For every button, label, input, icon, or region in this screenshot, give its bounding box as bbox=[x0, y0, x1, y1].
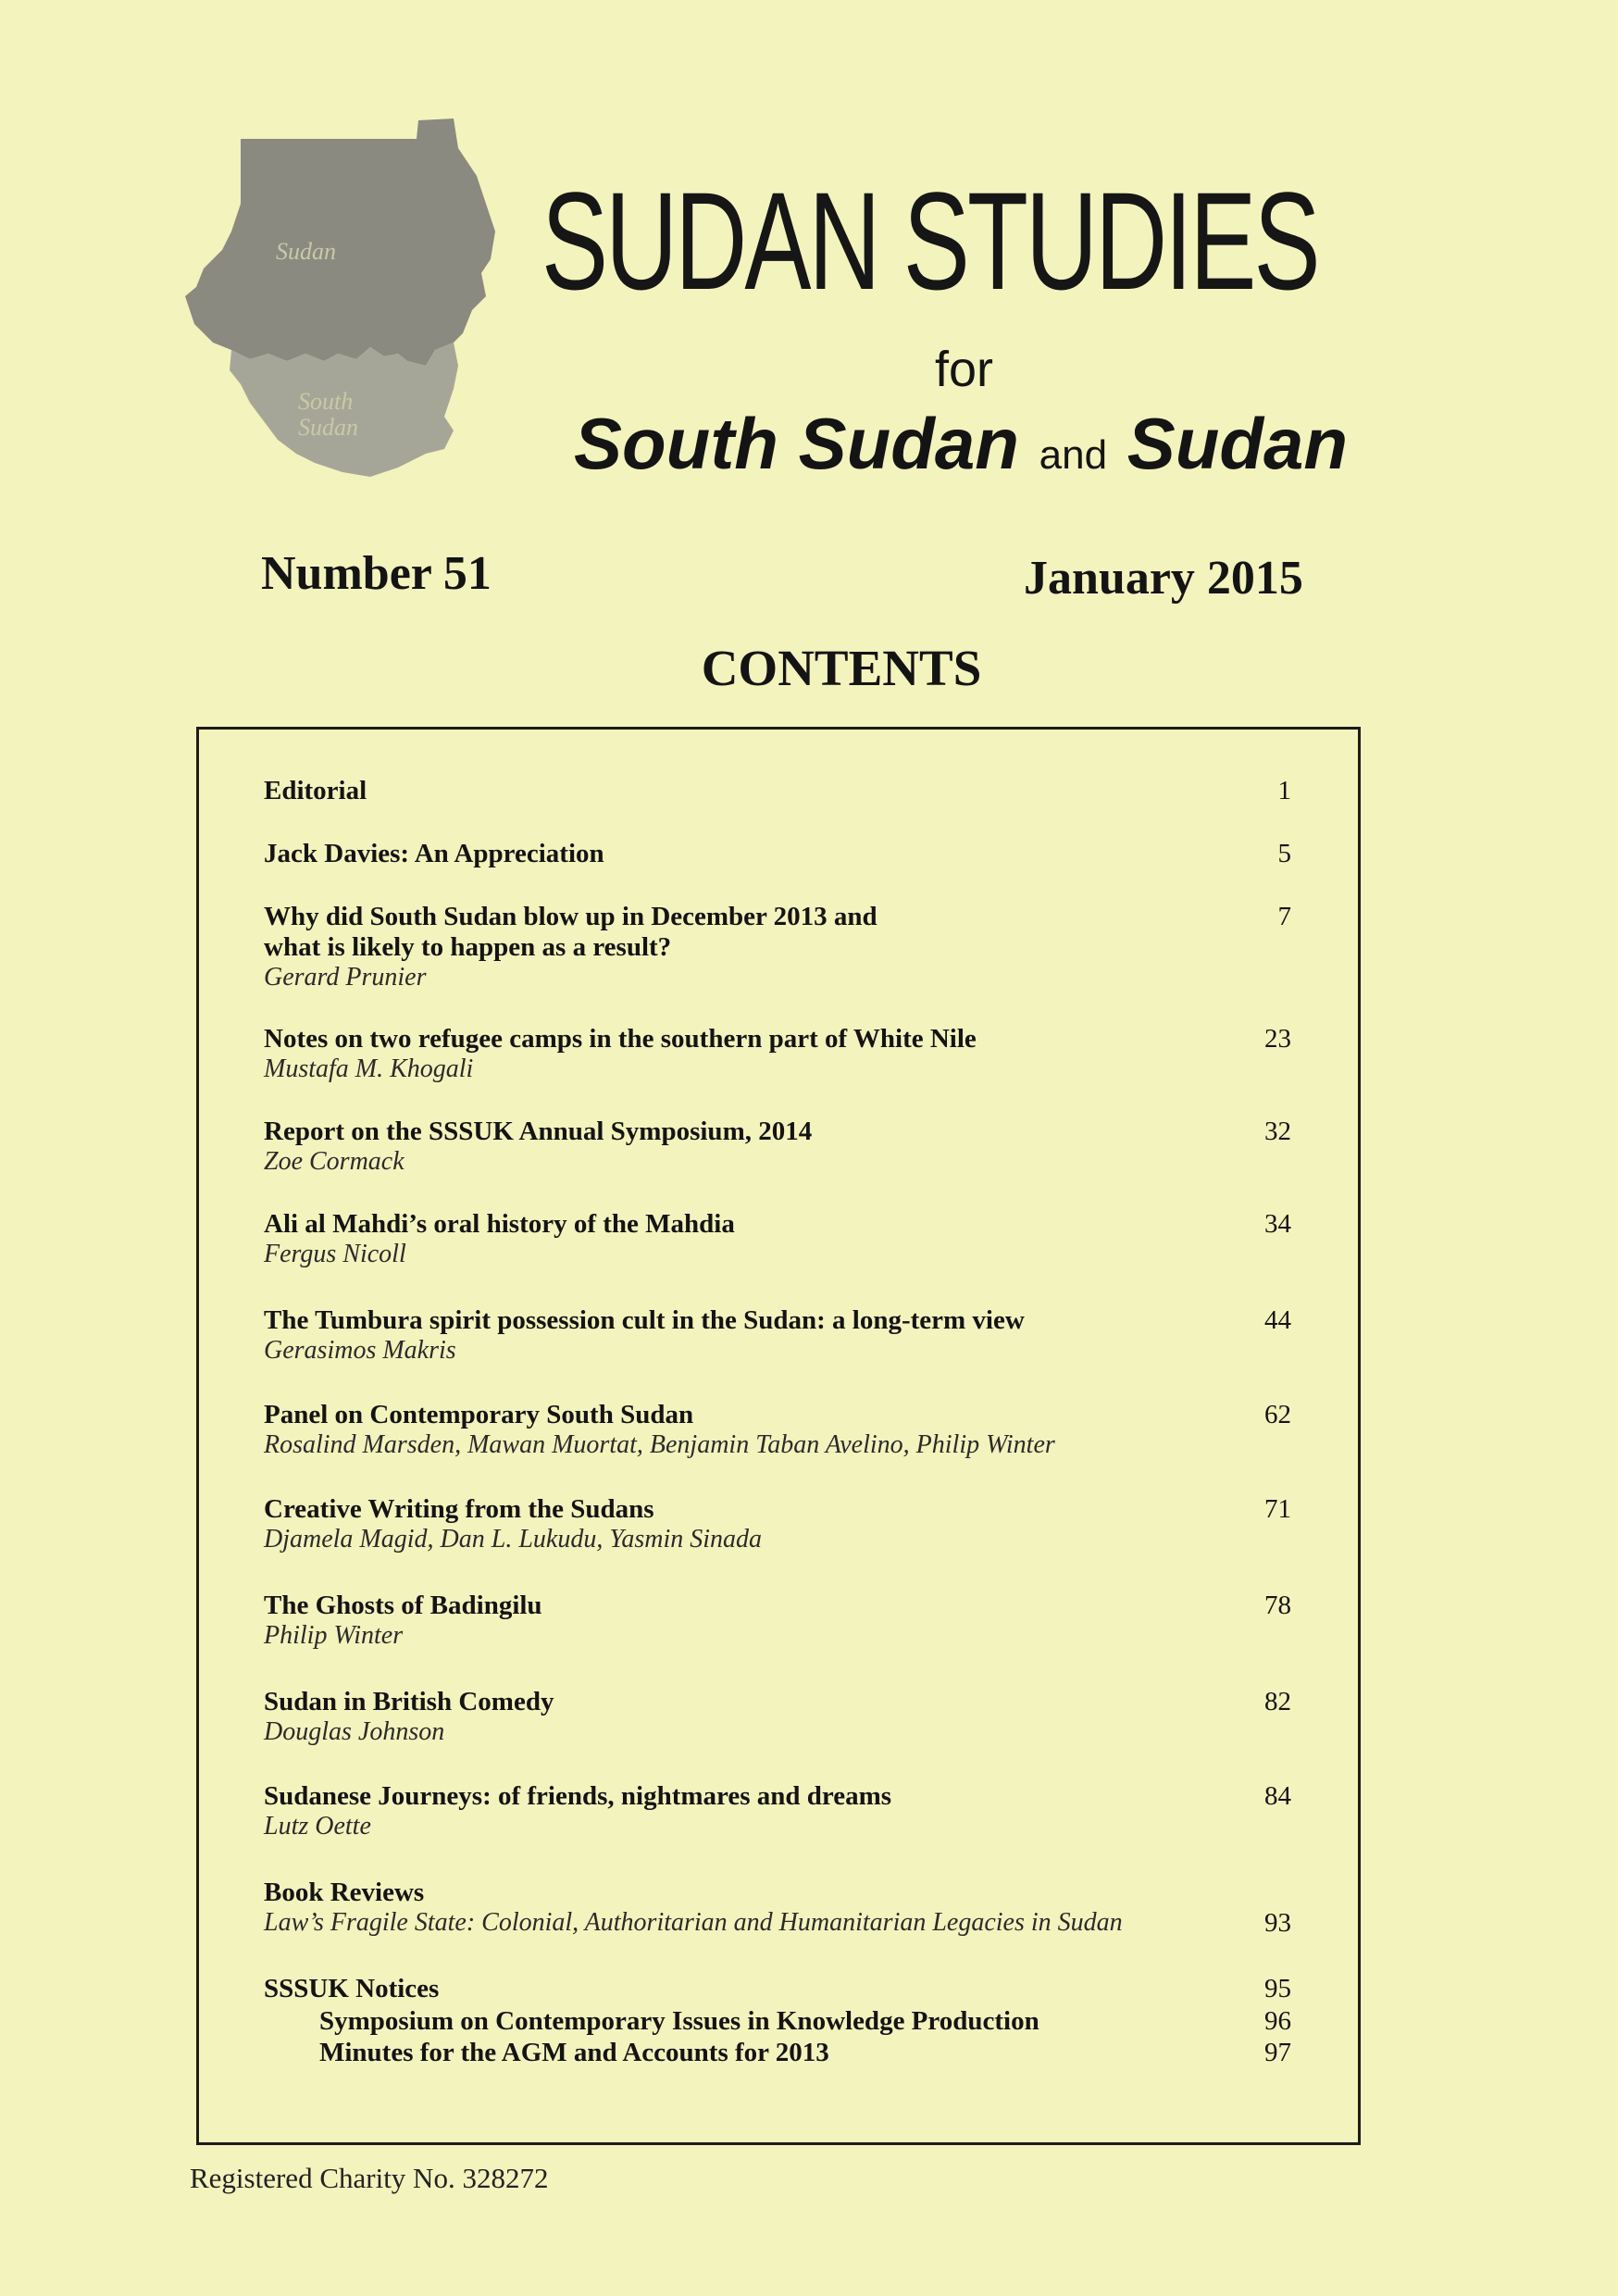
issue-date: January 2015 bbox=[1024, 552, 1303, 605]
entry-title: Sudan in British Comedy bbox=[264, 1687, 554, 1716]
entry-title-line2: what is likely to happen as a result? bbox=[264, 932, 672, 962]
entry-author: Djamela Magid, Dan L. Lukudu, Yasmin Sinada bbox=[264, 1525, 763, 1554]
subentry-page: 97 bbox=[1264, 2038, 1291, 2067]
entry-page: 82 bbox=[1264, 1687, 1291, 1716]
map-label-south-sudan: Sudan bbox=[298, 414, 358, 441]
entry-page: 95 bbox=[1264, 1974, 1291, 2003]
entry-title: The Ghosts of Badingilu bbox=[264, 1591, 542, 1620]
contents-entry bbox=[264, 1591, 1291, 1650]
entry-author: Zoe Cormack bbox=[264, 1147, 404, 1176]
contents-entry bbox=[264, 1305, 1291, 1365]
entry-title: The Tumbura spirit possession cult in the Sudan: a long-term view bbox=[264, 1305, 1025, 1335]
sudan-map-icon bbox=[176, 111, 546, 537]
entry-author: Gerard Prunier bbox=[264, 963, 427, 992]
contents-entry bbox=[264, 1687, 1291, 1746]
entry-page: 5 bbox=[1277, 839, 1291, 868]
journal-subtitle bbox=[574, 403, 1349, 484]
entry-page: 78 bbox=[1264, 1591, 1291, 1620]
entry-author: Lutz Oette bbox=[264, 1812, 371, 1841]
contents-entry bbox=[264, 1400, 1291, 1459]
entry-page: 1 bbox=[1277, 776, 1291, 805]
entry-page: 34 bbox=[1264, 1209, 1291, 1239]
entry-page: 32 bbox=[1264, 1117, 1291, 1146]
entry-title: Panel on Contemporary South Sudan bbox=[264, 1400, 694, 1429]
charity-number: Registered Charity No. 328272 bbox=[190, 2162, 549, 2194]
contents-entry bbox=[264, 1974, 1291, 2004]
contents-subentry bbox=[319, 2038, 1291, 2068]
subtitle-part1: South Sudan bbox=[574, 403, 1019, 484]
subtitle-part2: Sudan bbox=[1126, 403, 1349, 484]
map-label-sudan: Sudan bbox=[276, 238, 336, 265]
contents-entry bbox=[264, 902, 1291, 992]
subentry-title: Symposium on Contemporary Issues in Knowledge Production bbox=[319, 2006, 1039, 2036]
entry-page: 84 bbox=[1264, 1781, 1291, 1811]
entry-title: Editorial bbox=[264, 776, 367, 805]
entry-author: Law’s Fragile State: Colonial, Authoritarian and Humanitarian Legacies in Sudan bbox=[264, 1908, 1123, 1937]
entry-title: Ali al Mahdi’s oral history of the Mahdia bbox=[264, 1209, 735, 1239]
entry-title: Why did South Sudan blow up in December 2013 and bbox=[264, 902, 877, 931]
entry-author: Gerasimos Makris bbox=[264, 1336, 456, 1365]
contents-entry bbox=[264, 1878, 1291, 1937]
entry-page: 93 bbox=[1264, 1908, 1291, 1938]
entry-title: Sudanese Journeys: of friends, nightmares and dreams bbox=[264, 1781, 892, 1811]
journal-title: SUDAN STUDIES bbox=[541, 163, 1318, 318]
entry-title: Book Reviews bbox=[264, 1878, 425, 1907]
entry-author: Fergus Nicoll bbox=[264, 1240, 406, 1268]
contents-subentry bbox=[319, 2006, 1291, 2037]
entry-page: 7 bbox=[1277, 902, 1291, 931]
contents-heading: CONTENTS bbox=[701, 640, 982, 696]
subentry-title: Minutes for the AGM and Accounts for 2013 bbox=[319, 2038, 829, 2067]
contents-entry bbox=[264, 1781, 1291, 1841]
contents-entry bbox=[264, 1024, 1291, 1083]
issue-number: Number 51 bbox=[261, 547, 492, 600]
contents-entry bbox=[264, 1209, 1291, 1268]
entry-title: Notes on two refugee camps in the southern part of White Nile bbox=[264, 1024, 977, 1054]
contents-entry bbox=[264, 776, 1291, 806]
map-label-south: South bbox=[298, 388, 354, 415]
map-sudan-region bbox=[185, 119, 495, 366]
entry-page: 62 bbox=[1264, 1400, 1291, 1429]
entry-title: SSSUK Notices bbox=[264, 1974, 440, 2003]
entry-author: Mustafa M. Khogali bbox=[264, 1054, 474, 1083]
contents-entry bbox=[264, 839, 1291, 869]
entry-page: 44 bbox=[1264, 1305, 1291, 1335]
subtitle-and: and bbox=[1039, 432, 1108, 478]
contents-entry bbox=[264, 1494, 1291, 1554]
entry-page: 71 bbox=[1264, 1494, 1291, 1524]
subentry-page: 96 bbox=[1264, 2006, 1291, 2036]
contents-entry bbox=[264, 1117, 1291, 1176]
entry-page: 23 bbox=[1264, 1024, 1291, 1054]
entry-author: Douglas Johnson bbox=[264, 1717, 445, 1746]
title-for: for bbox=[935, 342, 994, 397]
entry-author: Rosalind Marsden, Mawan Muortat, Benjamin Taban Avelino, Philip Winter bbox=[264, 1430, 1055, 1459]
contents-box bbox=[196, 727, 1361, 2145]
entry-title: Jack Davies: An Appreciation bbox=[264, 839, 604, 868]
entry-title: Report on the SSSUK Annual Symposium, 2014 bbox=[264, 1117, 813, 1146]
entry-title: Creative Writing from the Sudans bbox=[264, 1494, 654, 1524]
entry-author: Philip Winter bbox=[264, 1621, 404, 1650]
